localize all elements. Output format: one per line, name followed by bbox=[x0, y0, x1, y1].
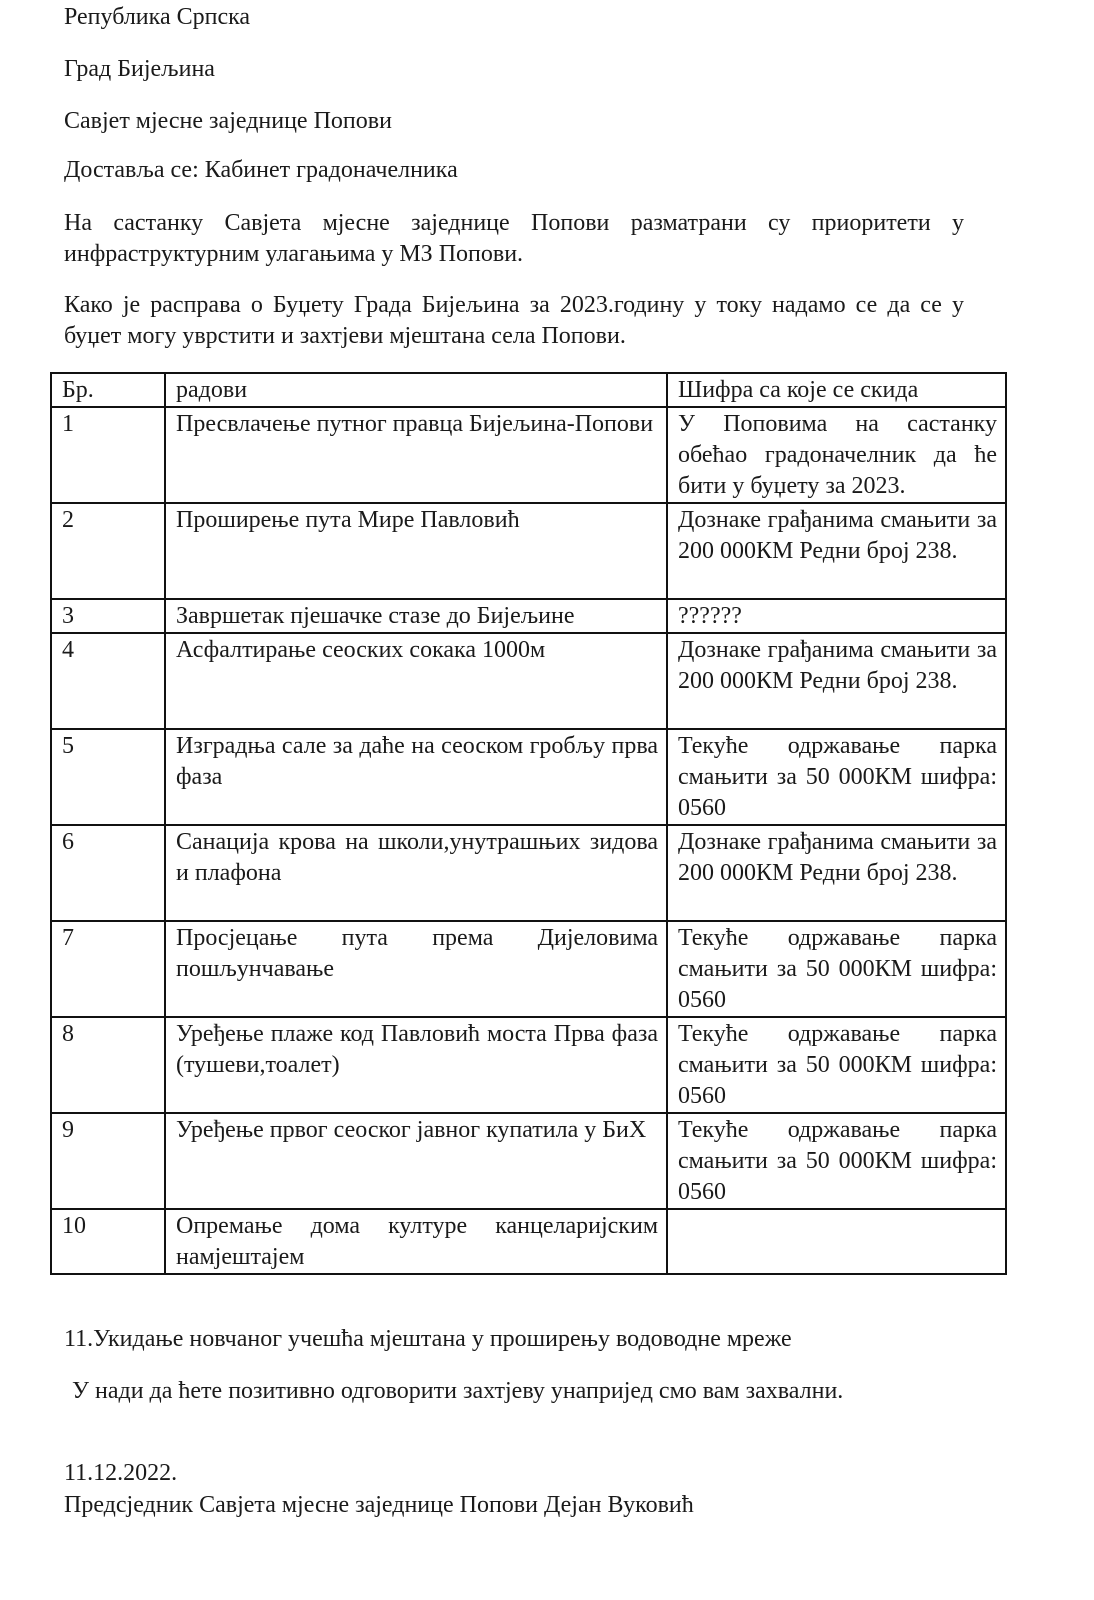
header-delivered-to: Доставља се: Кабинет градоначелника bbox=[64, 157, 458, 183]
priorities-table bbox=[50, 372, 1007, 1275]
row-work: Проширење пута Мире Павловић bbox=[165, 503, 667, 599]
row-source: Дознаке грађанима смањити за 200 000КМ Редни број 238. bbox=[667, 503, 1006, 599]
row-source: Текуће одржавање парка смањити за 50 000КМ шифра: 0560 bbox=[667, 1017, 1006, 1113]
row-work: Завршетак пјешачке стазе до Бијељине bbox=[165, 599, 667, 633]
row-source: ?????? bbox=[667, 599, 1006, 633]
row-work: Асфалтирање сеоских сокака 1000м bbox=[165, 633, 667, 729]
row-number: 7 bbox=[51, 921, 165, 1017]
table-row bbox=[51, 1209, 1006, 1274]
header-cell-source: Шифра са које се скида bbox=[667, 373, 1006, 407]
intro-paragraph-1: На састанку Савјета мјесне заједнице Попови разматрани су приоритети у инфраструктурним улагањима у МЗ Попови. bbox=[64, 210, 964, 268]
table-row bbox=[51, 503, 1006, 599]
row-work: Санација крова на школи,унутрашњих зидова и плафона bbox=[165, 825, 667, 921]
row-source: Текуће одржавање парка смањити за 50 000КМ шифра: 0560 bbox=[667, 1113, 1006, 1209]
table-row bbox=[51, 1113, 1006, 1209]
letter-date: 11.12.2022. bbox=[64, 1460, 178, 1486]
header-cell-number: Бр. bbox=[51, 373, 165, 407]
row-number: 5 bbox=[51, 729, 165, 825]
row-source: У Поповима на састанку обећао градоначелник да ће бити у буџету за 2023. bbox=[667, 407, 1006, 503]
header-council: Савјет мјесне заједнице Попови bbox=[64, 108, 392, 134]
row-work: Уређење плаже код Павловић моста Прва фаза (тушеви,тоалет) bbox=[165, 1017, 667, 1113]
table-row bbox=[51, 407, 1006, 503]
item-11: 11.Укидање новчаног учешћа мјештана у проширењу водоводне мреже bbox=[64, 1326, 792, 1352]
header-city: Град Бијељина bbox=[64, 56, 215, 82]
closing-paragraph: У нади да ћете позитивно одговорити захтјеву унапријед смо вам захвални. bbox=[72, 1378, 844, 1404]
header-republic: Република Српска bbox=[64, 4, 251, 30]
intro-paragraph-2: Како је расправа о Буџету Града Бијељина за 2023.годину у току надамо се да се у буџет могу уврстити и захтјеви мјештана села Попови. bbox=[64, 292, 964, 350]
table-row bbox=[51, 1017, 1006, 1113]
row-number: 1 bbox=[51, 407, 165, 503]
table-header-row bbox=[51, 373, 1006, 407]
row-number: 6 bbox=[51, 825, 165, 921]
row-work: Просјецање пута према Дијеловима пошљунчавање bbox=[165, 921, 667, 1017]
table-row bbox=[51, 921, 1006, 1017]
row-source: Дознаке грађанима смањити за 200 000КМ Редни број 238. bbox=[667, 633, 1006, 729]
row-number: 9 bbox=[51, 1113, 165, 1209]
row-number: 2 bbox=[51, 503, 165, 599]
row-source: Текуће одржавање парка смањити за 50 000КМ шифра: 0560 bbox=[667, 729, 1006, 825]
signature-line: Предсједник Савјета мјесне заједнице Попови Дејан Вуковић bbox=[64, 1492, 694, 1518]
row-source: Дознаке грађанима смањити за 200 000КМ Редни број 238. bbox=[667, 825, 1006, 921]
table-row bbox=[51, 633, 1006, 729]
row-number: 3 bbox=[51, 599, 165, 633]
row-work: Уређење првог сеоског јавног купатила у БиХ bbox=[165, 1113, 667, 1209]
table-row bbox=[51, 825, 1006, 921]
table-row bbox=[51, 729, 1006, 825]
row-number: 4 bbox=[51, 633, 165, 729]
row-work: Пресвлачење путног правца Бијељина-Попови bbox=[165, 407, 667, 503]
row-source bbox=[667, 1209, 1006, 1274]
row-source: Текуће одржавање парка смањити за 50 000КМ шифра: 0560 bbox=[667, 921, 1006, 1017]
table-row bbox=[51, 599, 1006, 633]
row-work: Изградња сале за даће на сеоском гробљу прва фаза bbox=[165, 729, 667, 825]
row-number: 8 bbox=[51, 1017, 165, 1113]
row-work: Опремање дома културе канцеларијским намјештајем bbox=[165, 1209, 667, 1274]
row-number: 10 bbox=[51, 1209, 165, 1274]
header-cell-works: радови bbox=[165, 373, 667, 407]
